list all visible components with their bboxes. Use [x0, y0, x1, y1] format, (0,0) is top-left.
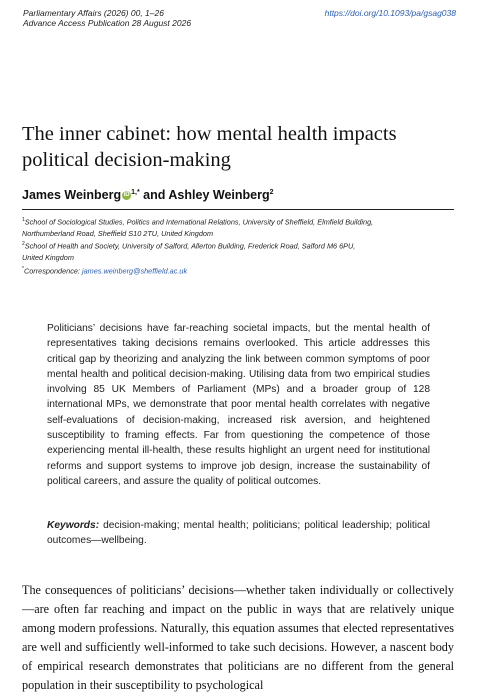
header-divider [22, 209, 454, 210]
author-connector: and [139, 188, 169, 202]
body-paragraph: The consequences of politicians’ decisions—whether taken individually or collectively—are often far reaching and impact on the public in ways that are relatively unique among modern professions. Naturally, this equation assumes that elected representatives are well and sufficiently well-informed to take such decisions. However, a nascent body of empirical research demonstrates that politicians are no different from the general population in their susceptibility to psychological [22, 583, 454, 692]
author-list [22, 188, 274, 202]
article-title-line1: The inner cabinet: how mental health impacts [22, 123, 397, 145]
doi-link[interactable]: https://doi.org/10.1093/pa/gsag038 [324, 8, 456, 18]
journal-citation [23, 8, 191, 28]
affiliation-2 [22, 238, 462, 264]
publication-date-line: Advance Access Publication 28 August 2026 [23, 18, 192, 28]
author-affiliation-marks: 1,* [131, 188, 140, 196]
keywords [47, 518, 430, 549]
affiliation-mark: 1 [22, 217, 25, 223]
author-name[interactable]: Ashley Weinberg [168, 188, 270, 202]
article-title [22, 121, 462, 173]
correspondence-label: Correspondence: [23, 266, 82, 276]
affiliation-line: United Kingdom [22, 253, 74, 263]
orcid-icon[interactable]: iD [123, 192, 130, 199]
correspondence-mark: * [22, 266, 24, 272]
affiliation-mark: 2 [22, 241, 25, 247]
affiliation-line: School of Health and Society, University of Salford, Allerton Building, Frederick Road, Salford M6 6PU, [24, 241, 356, 251]
article-title-line2: political decision-making [22, 149, 231, 171]
affiliation-1 [22, 214, 462, 240]
journal-citation-line: Parliamentary Affairs (2026) 00, 1–26 [23, 8, 164, 18]
abstract-text: Politicians’ decisions have far-reaching societal impacts, but the mental health of representatives taking decisions remains overlooked. This article addresses this critical gap by theorizing and analyzing the link between common symptoms of poor mental health and political decision-making. Utilising data from two empirical studies involving 85 UK Members of Parliament (MPs) and a broader group of 128 international MPs, we demonstrate that poor mental health correlates with negative self-evaluations of decision-making, increased risk aversion, and heightened susceptibility to framing effects. Far from questioning the competence of those experiencing mental ill-health, these results highlight an urgent need for institutional reforms and support systems to improve job design, increase the sustainability of political careers, and assure the quality of political outcomes. [47, 323, 430, 487]
author-name[interactable]: James Weinberg [22, 188, 122, 202]
author-affiliation-marks: 2 [269, 188, 274, 196]
correspondence [22, 263, 462, 277]
correspondence-email-link[interactable]: james.weinberg@sheffield.ac.uk [81, 266, 188, 276]
affiliation-line: School of Sociological Studies, Politics and International Relations, University of Sheffield, Elmfield Building, [24, 217, 374, 227]
keywords-label: Keywords: [47, 520, 100, 531]
affiliation-line: Northumberland Road, Sheffield S10 2TU, United Kingdom [22, 229, 214, 239]
keywords-list: decision-making; mental health; politicians; political leadership; political outcomes—wellbeing. [47, 520, 430, 547]
